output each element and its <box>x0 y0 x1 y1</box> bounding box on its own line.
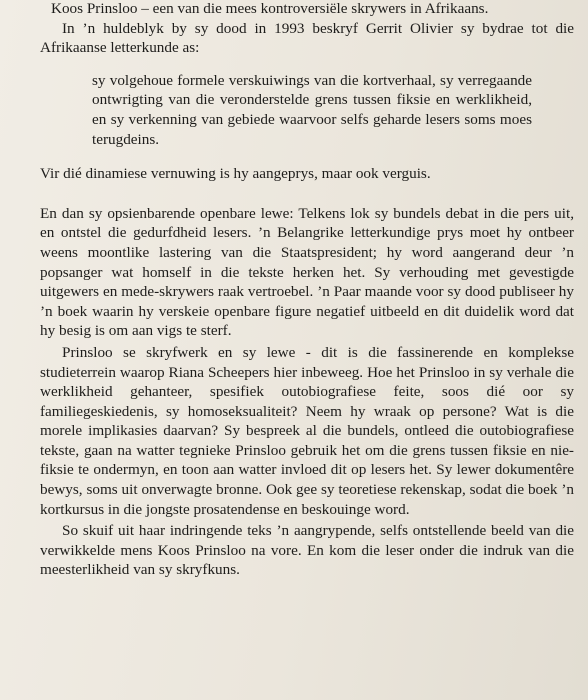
paragraph-public-life: En dan sy opsienbarende openbare lewe: Telkens lok sy bundels debat in die pers uit, en ontstel die gedurfdheid lesers. ’n Belangrike letterkundige prys moet hy ontbeer weens moontlike lastering van die Staatspresident; hy word aangerand deur ’n popsanger wat homself in die tekste herken het. Sy verhouding met gevestigde uitgewers en mede-skrywers raak vertroebel. ’n Paar maande voor sy dood publiseer hy ’n boek waarin hy verskeie openbare figure negatief uitbeeld en dit duidelik word dat hy besig is om aan vigs te sterf. <box>40 204 574 340</box>
intro-paragraph: In ’n huldeblyk by sy dood in 1993 beskryf Gerrit Olivier sy bydrae tot die Afrikaanse letterkunde as: <box>40 19 574 57</box>
block-quote: sy volgehoue formele verskuiwings van die kortverhaal, sy verregaande ontwrigting van die veronderstelde grens tussen fiksie en werklikheid, en sy verkenning van gebiede waarvoor selfs geharde lesers soms moes terugdeins. <box>92 71 532 148</box>
intro-line: Koos Prinsloo – een van die mees kontroversiële skrywers in Afrikaans. <box>51 0 489 17</box>
paragraph-innovation: Vir dié dinamiese vernuwing is hy aangeprys, maar ook verguis. <box>40 165 431 183</box>
paragraph-conclusion: So skuif uit haar indringende teks ’n aangrypende, selfs ontstellende beeld van die verwikkelde mens Koos Prinsloo na vore. En kom die leser onder die indruk van die meesterlikheid van sy skryfkuns. <box>40 522 574 579</box>
paragraph-study: Prinsloo se skryfwerk en sy lewe - dit is die fassinerende en komplekse studieterrein waarop Riana Scheepers hier inbeweeg. Hoe het Prinsloo in sy verhale die werklikheid gehanteer, spesifiek outobiografiese feite, soos dié oor sy familiegeskiedenis, sy homoseksualiteit? Neem hy wraak op persone? Wat is die morele implikasies daarvan? Sy bespreek al die bundels, ontleed die outobiografiese tekste, gaan na watter tegnieke Prinsloo gebruik het om die grens tussen fiksie en nie-fiksie te ondermyn, en toon aan watter invloed dit op lesers het. Sy lewer dokumentêre bewys, soms uit onverwagte bronne. Ook gee sy teoretiese rekenskap, sodat die boek ’n kortkursus in die jongste prosatendense en beskouinge word. <box>40 343 574 518</box>
